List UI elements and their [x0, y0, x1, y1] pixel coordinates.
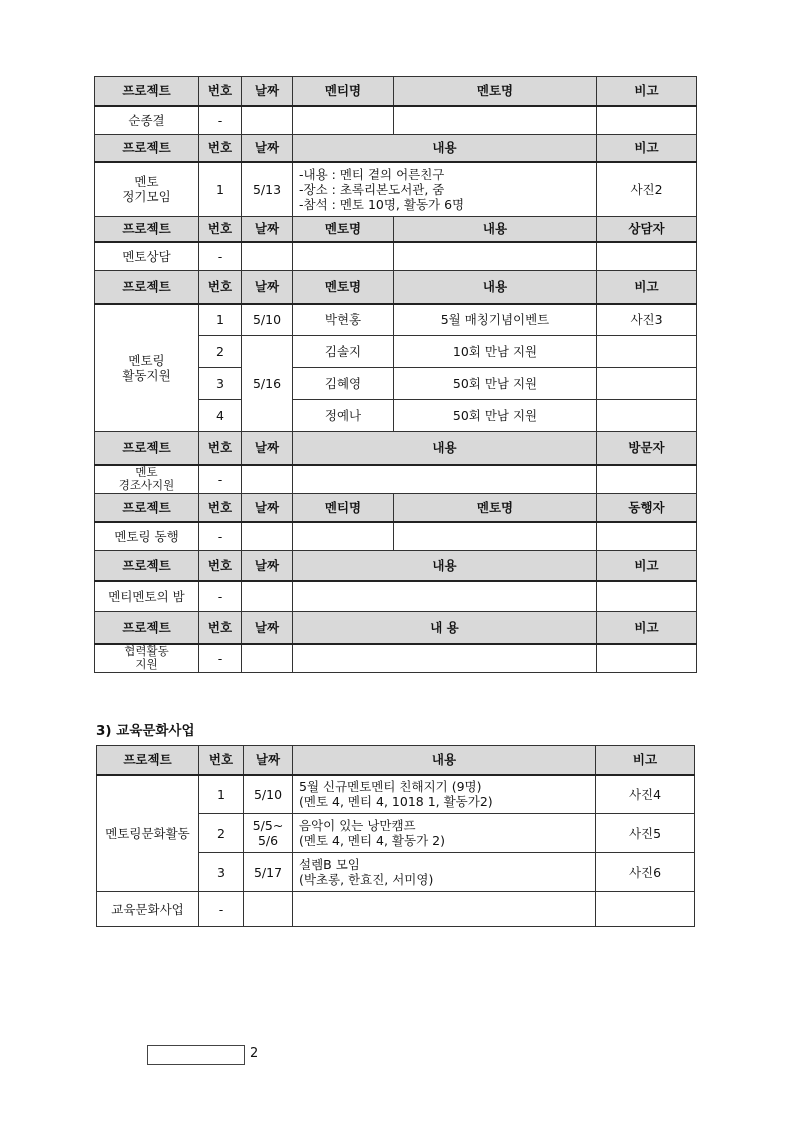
mentor-name-cell: 정예나 [293, 400, 394, 432]
header-cell: 멘티명 [293, 494, 394, 522]
header-cell: 내용 [394, 217, 597, 242]
number-cell: - [199, 892, 244, 927]
number-cell: 3 [199, 368, 242, 400]
header-cell: 프로젝트 [95, 271, 199, 304]
visitor-cell [597, 465, 697, 494]
number-cell: 3 [199, 853, 244, 892]
content-cell [293, 853, 596, 892]
table-header-row [95, 135, 697, 162]
date-cell: 5/10 [242, 304, 293, 336]
content-line: 설렘B 모임 [299, 857, 360, 872]
note-cell [597, 336, 697, 368]
date-cell [244, 892, 293, 927]
header-cell: 비고 [597, 551, 697, 581]
header-cell: 내 용 [293, 612, 597, 644]
number-cell: 1 [199, 162, 242, 217]
mentor-cell [293, 242, 394, 271]
date-line: 5/5~ [252, 818, 284, 833]
table-row [95, 304, 697, 336]
content-cell [394, 242, 597, 271]
mentor-name-cell: 박현홍 [293, 304, 394, 336]
header-cell: 번호 [199, 494, 242, 522]
table-row [95, 162, 697, 217]
project-cell: 멘토링 동행 [95, 522, 199, 551]
project-cell: 멘티멘토의 밤 [95, 581, 199, 612]
note-cell [597, 400, 697, 432]
project-cell: 순종결 [95, 106, 199, 135]
content-line: 음악이 있는 낭만캠프 [299, 818, 416, 833]
note-cell: 사진4 [596, 775, 695, 814]
date-cell [242, 465, 293, 494]
header-cell: 동행자 [597, 494, 697, 522]
table-header-row [95, 77, 697, 106]
content-cell [293, 644, 597, 673]
table-row [95, 581, 697, 612]
header-cell: 비고 [597, 612, 697, 644]
date-cell [244, 853, 293, 892]
project-line: 지원 [135, 657, 158, 672]
table-header-row [95, 551, 697, 581]
table-row [95, 644, 697, 673]
header-cell: 프로젝트 [95, 77, 199, 106]
project-cell: 멘토링문화활동 [97, 775, 199, 892]
project-cell [95, 162, 199, 217]
table-header-row [95, 432, 697, 465]
header-cell: 번호 [199, 551, 242, 581]
header-cell: 날짜 [242, 432, 293, 465]
date-cell [242, 242, 293, 271]
header-cell: 날짜 [242, 271, 293, 304]
header-cell: 번호 [199, 432, 242, 465]
header-cell: 내용 [293, 551, 597, 581]
project-line: 협력활동 [124, 644, 169, 659]
mentee-cell [293, 522, 394, 551]
header-cell: 번호 [199, 135, 242, 162]
content-line: -장소 : 초록리본도서관, 줌 [299, 181, 445, 197]
date-line: 5/6 [257, 833, 279, 848]
date-cell [244, 814, 293, 853]
header-cell: 번호 [199, 612, 242, 644]
table-row [95, 522, 697, 551]
header-cell: 프로젝트 [95, 432, 199, 465]
number-cell: - [199, 242, 242, 271]
date-line: 5/17 [253, 864, 283, 880]
header-cell: 프로젝트 [95, 217, 199, 242]
date-cell [242, 644, 293, 673]
project-cell: 교육문화사업 [97, 892, 199, 927]
content-cell [293, 814, 596, 853]
header-cell: 프로젝트 [95, 494, 199, 522]
note-cell [597, 644, 697, 673]
header-cell: 내용 [293, 135, 597, 162]
content-line: -내용 : 멘티 곁의 어른친구 [299, 166, 445, 182]
page-number-box [147, 1045, 245, 1065]
project-line: 멘토링 [128, 352, 165, 368]
number-cell: 1 [199, 775, 244, 814]
header-cell: 내용 [293, 432, 597, 465]
content-cell: 50회 만남 지원 [394, 400, 597, 432]
header-cell: 날짜 [244, 746, 293, 775]
section-title: 3) 교육문화사업 [96, 723, 195, 739]
table-row [95, 106, 697, 135]
project-cell [95, 304, 199, 432]
header-cell: 번호 [199, 77, 242, 106]
content-line: 5월 신규멘토멘티 친해지기 (9명) [299, 779, 482, 795]
mentor-name-cell: 김혜영 [293, 368, 394, 400]
header-cell: 멘토명 [394, 77, 597, 106]
content-cell [293, 162, 597, 217]
header-cell: 비고 [597, 135, 697, 162]
header-cell: 상담자 [597, 217, 697, 242]
date-cell: 5/16 [242, 336, 293, 432]
counselor-cell [597, 242, 697, 271]
header-cell: 프로젝트 [97, 746, 199, 775]
note-cell [596, 892, 695, 927]
number-cell: 1 [199, 304, 242, 336]
content-cell: 50회 만남 지원 [394, 368, 597, 400]
date-cell [242, 106, 293, 135]
header-cell: 날짜 [242, 494, 293, 522]
education-culture-table [96, 745, 695, 927]
header-cell: 날짜 [242, 612, 293, 644]
header-cell: 내용 [293, 746, 596, 775]
header-cell: 프로젝트 [95, 612, 199, 644]
note-cell: 사진2 [597, 162, 697, 217]
number-cell: - [199, 106, 242, 135]
table-header-row [95, 494, 697, 522]
header-cell: 비고 [597, 77, 697, 106]
content-cell: 5월 매칭기념이벤트 [394, 304, 597, 336]
note-cell [597, 581, 697, 612]
note-cell: 사진5 [596, 814, 695, 853]
number-cell: 2 [199, 336, 242, 368]
table-header-row [95, 271, 697, 304]
date-line: 5/10 [253, 786, 283, 802]
table-row [95, 242, 697, 271]
number-cell: - [199, 522, 242, 551]
project-cell [95, 644, 199, 673]
date-cell [242, 581, 293, 612]
date-cell [244, 775, 293, 814]
header-cell: 비고 [597, 271, 697, 304]
header-cell: 날짜 [242, 135, 293, 162]
content-line: (박초롱, 한효진, 서미영) [299, 872, 434, 887]
project-line: 멘토 [134, 174, 159, 190]
mentee-cell [293, 106, 394, 135]
content-cell [293, 465, 597, 494]
content-line: -참석 : 멘토 10명, 활동가 6명 [299, 196, 465, 212]
note-cell [597, 368, 697, 400]
number-cell: - [199, 644, 242, 673]
header-cell: 방문자 [597, 432, 697, 465]
table-row [95, 465, 697, 494]
header-cell: 멘티명 [293, 77, 394, 106]
table-row [97, 892, 695, 927]
content-cell [293, 775, 596, 814]
number-cell: 4 [199, 400, 242, 432]
companion-cell [597, 522, 697, 551]
header-cell: 멘토명 [293, 217, 394, 242]
mentor-cell [394, 106, 597, 135]
project-line: 활동지원 [122, 367, 171, 383]
project-line: 정기모임 [122, 189, 171, 205]
header-cell: 내용 [394, 271, 597, 304]
header-cell: 멘토명 [293, 271, 394, 304]
table-header-row [97, 746, 695, 775]
mentor-cell [394, 522, 597, 551]
header-cell: 번호 [199, 271, 242, 304]
page-number: 2 [250, 1046, 259, 1061]
project-cell [95, 465, 199, 494]
table-header-row [95, 612, 697, 644]
header-cell: 날짜 [242, 77, 293, 106]
header-cell: 날짜 [242, 551, 293, 581]
header-cell: 비고 [596, 746, 695, 775]
header-cell: 프로젝트 [95, 551, 199, 581]
table-row [97, 775, 695, 814]
note-cell: 사진6 [596, 853, 695, 892]
header-cell: 날짜 [242, 217, 293, 242]
mentor-name-cell: 김솔지 [293, 336, 394, 368]
date-cell: 5/13 [242, 162, 293, 217]
project-line: 경조사지원 [118, 478, 175, 493]
project-line: 멘토 [135, 465, 158, 480]
content-cell: 10회 만남 지원 [394, 336, 597, 368]
content-cell [293, 892, 596, 927]
note-cell: 사진3 [597, 304, 697, 336]
header-cell: 프로젝트 [95, 135, 199, 162]
table-header-row [95, 217, 697, 242]
date-cell [242, 522, 293, 551]
content-cell [293, 581, 597, 612]
number-cell: - [199, 581, 242, 612]
mentoring-report-table [94, 76, 697, 673]
project-cell: 멘토상담 [95, 242, 199, 271]
note-cell [597, 106, 697, 135]
content-line: (멘토 4, 멘티 4, 활동가 2) [299, 833, 445, 848]
header-cell: 멘토명 [394, 494, 597, 522]
number-cell: 2 [199, 814, 244, 853]
header-cell: 번호 [199, 746, 244, 775]
content-line: (멘토 4, 멘티 4, 1018 1, 활동가2) [299, 794, 493, 810]
number-cell: - [199, 465, 242, 494]
header-cell: 번호 [199, 217, 242, 242]
